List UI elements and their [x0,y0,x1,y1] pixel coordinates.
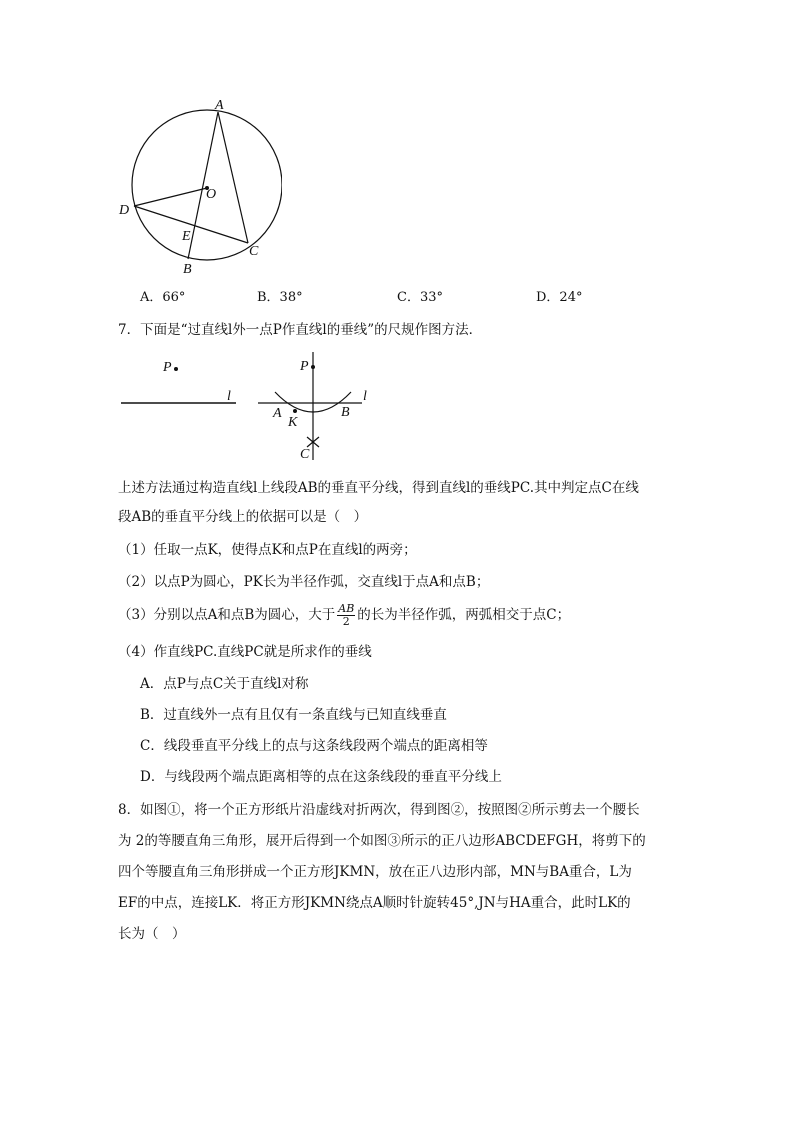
q6-option-b: B．38° [257,290,303,305]
q8-line-5: 长为（ ） [118,926,186,942]
fraction-denominator: 2 [342,615,350,628]
label-l-left: l [227,389,231,404]
label-k: K [288,415,298,430]
q7-option-a: A．点P与点C关于直线l对称 [140,676,309,692]
point-k [293,409,297,413]
label-p-right: P [300,359,309,374]
q7-step-2: （2）以点P为圆心，PK长为半径作弧，交直线l于点A和点B； [118,574,490,590]
label-b-right: B [341,405,350,420]
label-d: D [119,203,130,218]
q7-step-3 [118,600,570,630]
label-o: O [206,187,217,202]
q7-paragraph-2: 段AB的垂直平分线上的依据可以是（ ） [118,509,368,525]
q8-line-3: 四个等腰直角三角形拼成一个正方形JKMN，放在正八边形内部，MN与BA重合，L为 [118,864,632,880]
q8-line-4: EF的中点，连接LK．将正方形JKMN绕点A顺时针旋转45°,JN与HA重合，此时LK的 [118,895,631,911]
circle-o [132,110,282,260]
q6-circle-figure [112,100,282,280]
label-c-right: C [300,447,310,462]
point-p-left [174,367,178,371]
fraction-numerator: AB [338,602,355,615]
q7-step-3-post: 的长为半径作弧，两弧相交于点C； [357,607,571,623]
q7-figure-left [118,352,248,412]
q7-option-c: C．线段垂直平分线上的点与这条线段两个端点的距离相等 [140,738,488,754]
q7-step-3-pre: （3）分别以点A和点B为圆心，大于 [118,607,336,623]
chord-ab [188,112,218,259]
chord-ac [218,112,248,243]
q8-line-2: 为 2的等腰直角三角形，展开后得到一个如图③所示的正八边形ABCDEFGH，将剪下的 [118,833,646,849]
q7-paragraph-1: 上述方法通过构造直线l上线段AB的垂直平分线，得到直线l的垂线PC.其中判定点C在线 [118,480,639,496]
q8-line-1: 8．如图①，将一个正方形纸片沿虚线对折两次，得到图②，按照图②所示剪去一个腰长 [118,802,640,818]
point-p-right [311,365,315,369]
q6-option-a: A．66° [140,290,186,305]
label-a: A [215,100,224,113]
label-p-left: P [163,360,172,375]
q7-stem: 7．下面是“过直线l外一点P作直线l的垂线”的尺规作图方法． [118,322,483,338]
q7-option-d: D．与线段两个端点距离相等的点在这条线段的垂直平分线上 [140,769,502,785]
q6-option-d: D．24° [536,290,583,305]
fraction-ab-over-2 [337,603,355,628]
q7-step-4: （4）作直线PC.直线PC就是所求作的垂线 [118,644,372,660]
segment-do [134,188,207,206]
label-b: B [183,262,192,277]
label-a-right: A [273,406,282,421]
q7-option-b: B．过直线外一点有且仅有一条直线与已知直线垂直 [140,707,447,723]
segment-dc [134,206,248,243]
q6-option-c: C．33° [397,290,443,305]
label-c: C [249,244,259,259]
label-e: E [182,229,191,244]
q7-step-1: （1）任取一点K，使得点K和点P在直线l的两旁； [118,542,417,558]
q7-figure-right [255,352,380,464]
label-l-right: l [363,389,367,404]
